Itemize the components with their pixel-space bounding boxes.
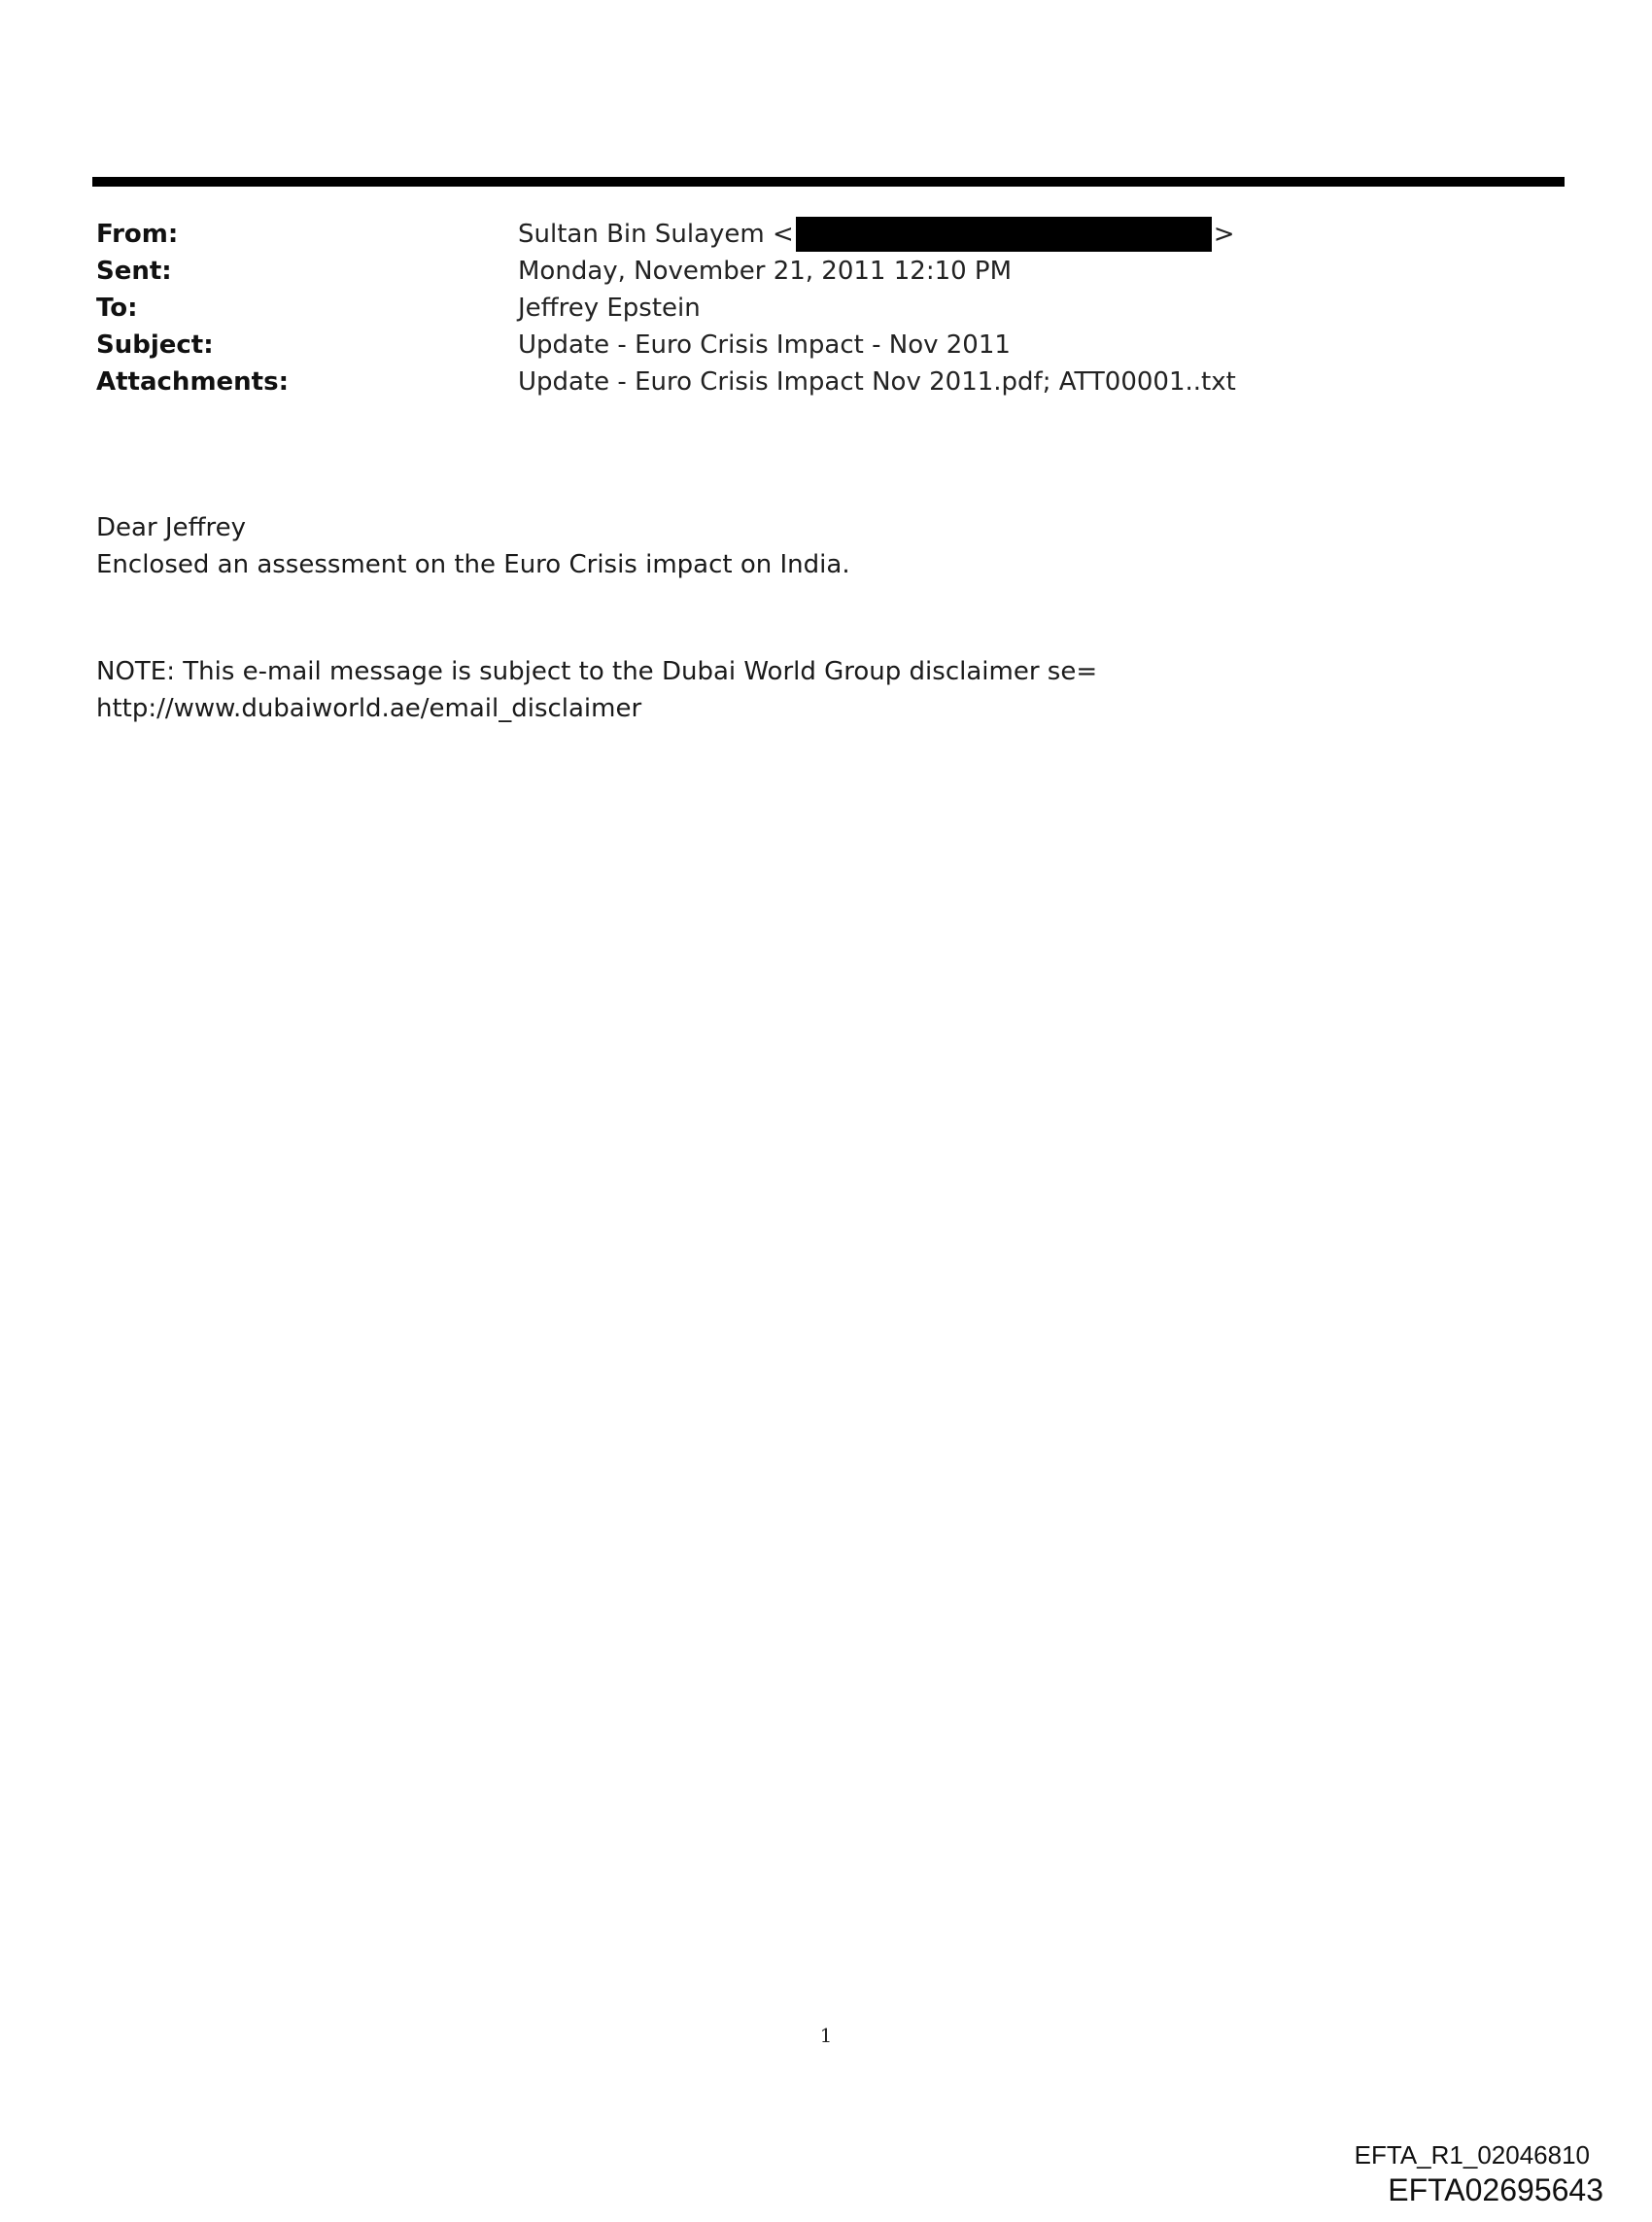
header-row-sent [96, 253, 1236, 290]
header-row-from [96, 216, 1236, 253]
bates-number-main: EFTA02695643 [1388, 2172, 1603, 2207]
attachments-label: Attachments: [96, 367, 289, 397]
to-label: To: [96, 294, 138, 323]
header-row-attachments [96, 364, 1236, 400]
header-row-to [96, 290, 1236, 327]
bates-stamp [1355, 2138, 1603, 2208]
greeting-line: Dear Jeffrey [96, 513, 246, 542]
sent-value: Monday, November 21, 2011 12:10 PM [518, 257, 1013, 286]
email-body-intro [96, 509, 850, 583]
from-value [518, 216, 1235, 253]
from-label: From: [96, 220, 179, 249]
header-row-subject [96, 327, 1236, 364]
body-line: Enclosed an assessment on the Euro Crisis impact on India. [96, 550, 850, 579]
sent-label: Sent: [96, 257, 172, 286]
subject-value: Update - Euro Crisis Impact - Nov 2011 [518, 330, 1011, 360]
subject-label: Subject: [96, 330, 214, 360]
header-divider [92, 177, 1565, 187]
sender-bracket-close: > [1213, 220, 1235, 249]
disclaimer-note [96, 653, 1097, 727]
email-header [96, 216, 1236, 400]
to-value: Jeffrey Epstein [518, 294, 701, 323]
bates-number-r1: EFTA_R1_02046810 [1354, 2140, 1590, 2170]
disclaimer-line: NOTE: This e-mail message is subject to the Dubai World Group disclaimer se= [96, 657, 1098, 686]
redacted-email-block [796, 217, 1212, 252]
disclaimer-url: http://www.dubaiworld.ae/email_disclaimer [96, 694, 642, 723]
sender-name: Sultan Bin Sulayem < [518, 220, 794, 249]
page-number: 1 [819, 2024, 833, 2047]
attachments-value: Update - Euro Crisis Impact Nov 2011.pdf; ATT00001..txt [518, 367, 1236, 397]
